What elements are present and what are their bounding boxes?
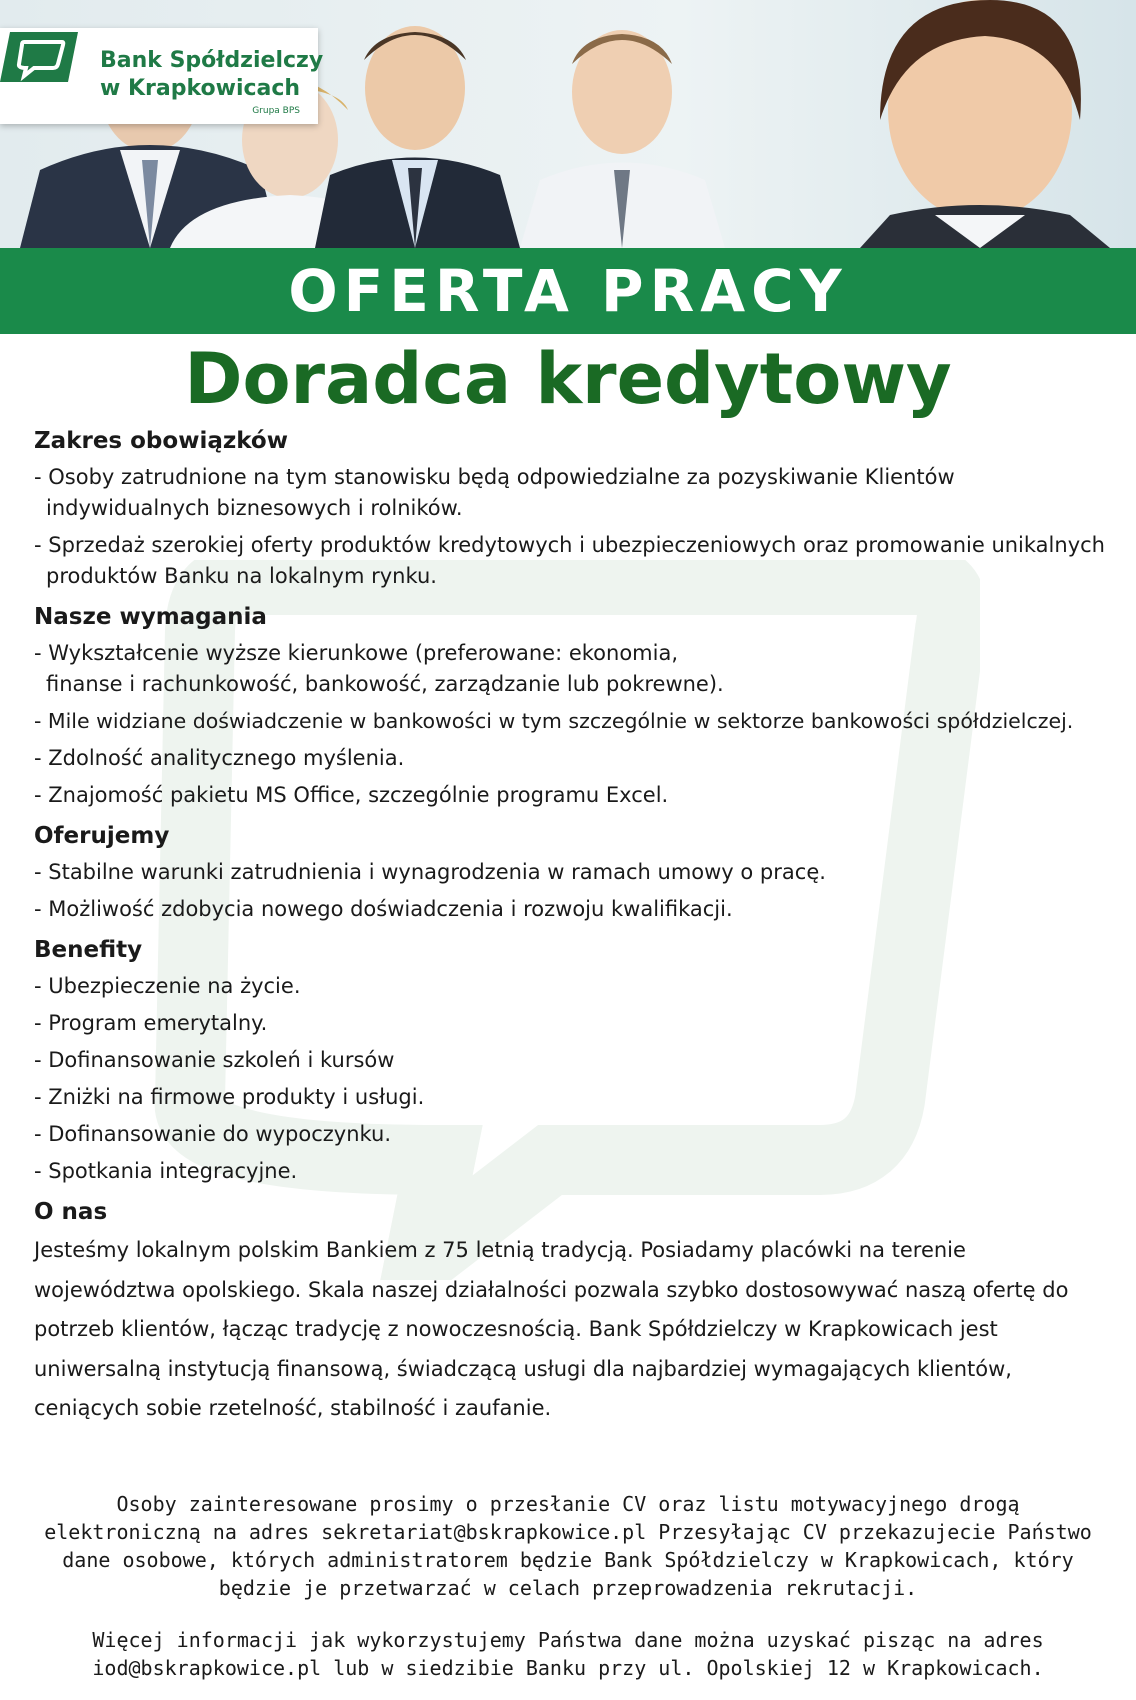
offer-banner [0,248,1136,334]
list-item: - Osoby zatrudnione na tym stanowisku będą odpowiedzialne za pozyskiwanie Klientów indywidualnych biznesowych i rolników. [34,465,955,520]
section-heading: Oferujemy [34,823,170,849]
section-about [34,1195,1114,1429]
list-item: - Mile widziane doświadczenie w bankowości w tym szczególnie w sektorze bankowości spółdzielczej. [34,709,1074,733]
section-requirements [34,600,1114,811]
list-item: - Sprzedaż szerokiej oferty produktów kredytowych i ubezpieczeniowych oraz promowanie unikalnych produktów Banku na lokalnym rynku. [34,533,1105,588]
bank-group-label: Grupa BPS [252,106,300,116]
list-item: - Dofinansowanie do wypoczynku. [34,1122,391,1146]
list-item: - Znajomość pakietu MS Office, szczególnie programu Excel. [34,783,669,807]
banner-title: OFERTA PRACY [288,257,848,325]
bank-logo-icon [0,28,80,84]
footer-notice [0,1490,1136,1700]
hero-photo [0,0,1136,248]
list-item: - Spotkania integracyjne. [34,1159,298,1183]
section-heading: Nasze wymagania [34,604,267,630]
section-benefits [34,933,1114,1187]
section-heading: Benefity [34,937,143,963]
list-item: - Zdolność analitycznego myślenia. [34,746,405,770]
section-heading: O nas [34,1199,108,1225]
offer-content [34,424,1114,1437]
bank-name-line2: w Krapkowicach [100,76,301,101]
section-offer [34,819,1114,925]
list-item: - Stabilne warunki zatrudnienia i wynagrodzenia w ramach umowy o pracę. [34,860,826,884]
about-text: Jesteśmy lokalnym polskim Bankiem z 75 letnią tradycją. Posiadamy placówki na terenie województwa opolskiego. Skala naszej działalności pozwala szybko dostosowywać naszą ofertę do potrzeb klientów, łącząc tradycję z nowoczesnością. Bank Spółdzielczy w Krapkowicach jest uniwersalną instytucją finansową, świadczącą usługi dla najbardziej wymagających klientów, ceniących sobie rzetelność, stabilność i zaufanie. [34,1238,1069,1420]
bank-name-line1: Bank Spółdzielczy [100,48,324,73]
job-title: Doradca kredytowy [184,338,952,420]
list-item: - Dofinansowanie szkoleń i kursów [34,1048,395,1072]
list-item: - Program emerytalny. [34,1011,268,1035]
list-item: - Zniżki na firmowe produkty i usługi. [34,1085,425,1109]
data-privacy-info: Więcej informacji jak wykorzystujemy Państwa dane można uzyskać pisząc na adres iod@bskrapkowice.pl lub w siedzibie Banku przy ul. Opolskiej 12 w Krapkowicach. [92,1628,1044,1680]
bank-logo [0,28,324,124]
section-heading: Zakres obowiązków [34,428,288,454]
application-instructions: Osoby zainteresowane prosimy o przesłanie CV oraz listu motywacyjnego drogą elektroniczną na adres sekretariat@bskrapkowice.pl Przesyłając CV przekazujecie Państwo dane osobowe, których administratorem będzie Bank Spółdzielczy w Krapkowicach, który będzie je przetwarzać w celach przeprowadzenia rekrutacji. [44,1492,1092,1600]
section-responsibilities [34,424,1114,592]
list-item: - Wykształcenie wyższe kierunkowe (preferowane: ekonomia, finanse i rachunkowość, bankowość, zarządzanie lub pokrewne). [34,641,724,696]
list-item: - Możliwość zdobycia nowego doświadczenia i rozwoju kwalifikacji. [34,897,733,921]
list-item: - Ubezpieczenie na życie. [34,974,301,998]
